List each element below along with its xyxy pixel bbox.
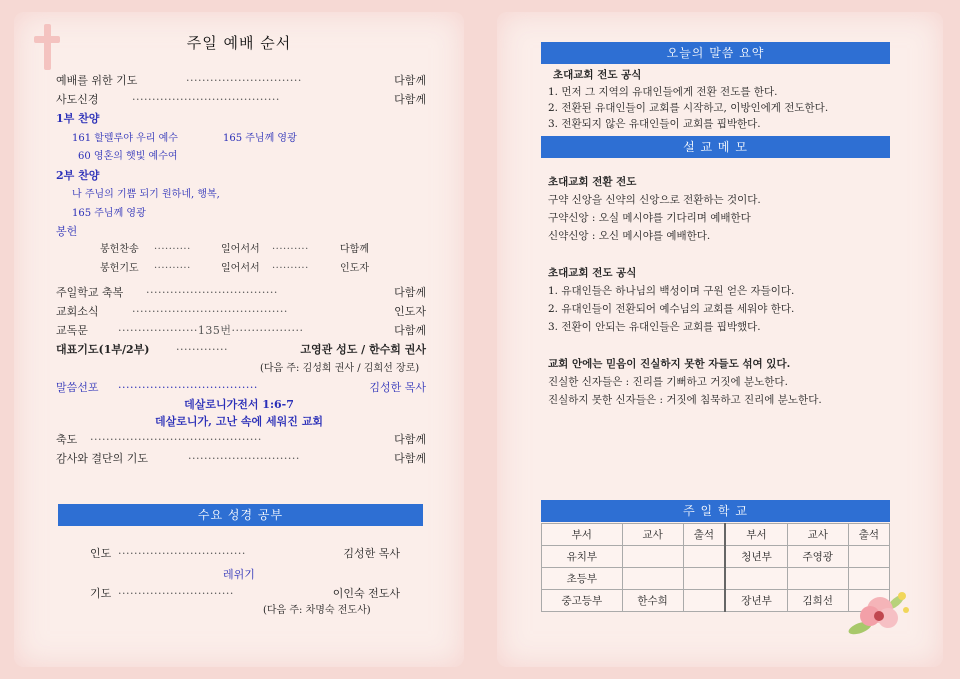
- memo-line: 진실한 신자들은 : 진리를 기뻐하고 거짓에 분노한다.: [548, 376, 788, 388]
- table-cell: [848, 546, 889, 568]
- memo-heading: 초대교회 전환 전도: [548, 176, 637, 188]
- table-cell: 한수희: [622, 590, 683, 612]
- table-cell: [683, 546, 725, 568]
- column-header: 교사: [622, 524, 683, 546]
- memo-heading: 초대교회 전도 공식: [548, 267, 637, 279]
- table-cell: [683, 590, 725, 612]
- table-cell: 장년부: [725, 590, 787, 612]
- column-header: 부서: [542, 524, 623, 546]
- hymn: 161 할렐루야 우리 예수: [72, 133, 178, 144]
- wed-book: 레위기: [223, 568, 255, 581]
- flower-icon: [842, 588, 914, 638]
- memo-line: 3. 전환이 안되는 유대인들은 교회를 핍박했다.: [548, 321, 761, 333]
- table-header-row: [542, 524, 890, 546]
- table-cell: 유치부: [542, 546, 623, 568]
- offering-heading: 봉헌: [56, 225, 78, 238]
- memo-bar: 설 교 메 모: [541, 136, 890, 158]
- prayer-next: (다음 주: 김성희 권사 / 김희선 장로): [260, 363, 420, 374]
- praise1-heading: 1부 찬양: [56, 112, 100, 125]
- column-header: 출석: [848, 524, 889, 546]
- summary-line: 3. 전환되지 않은 유대인들이 교회를 핍박한다.: [548, 118, 761, 130]
- sunday-school-table: [541, 523, 890, 612]
- summary-line: 1. 먼저 그 지역의 유대인들에게 전환 전도를 한다.: [548, 86, 778, 98]
- praise2-heading: 2부 찬양: [56, 169, 100, 182]
- table-cell: 김희선: [787, 590, 848, 612]
- summary-line: 2. 전환된 유대인들이 교회를 시작하고, 이방인에게 전도한다.: [548, 102, 829, 114]
- wed-next: (다음 주: 차명숙 전도사): [263, 605, 371, 616]
- sermon-title: 데살로니가, 고난 속에 세워진 교회: [155, 415, 323, 428]
- hymn: 나 주님의 기쁨 되기 원하네, 행복,: [72, 189, 220, 200]
- column-header: 출석: [683, 524, 725, 546]
- memo-line: 구약신앙 : 오실 메시야를 기다리며 예배한다: [548, 212, 751, 224]
- memo-line: 신약신앙 : 오신 메시야를 예배한다.: [548, 230, 711, 242]
- summary-heading: 초대교회 전도 공식: [553, 69, 642, 81]
- table-cell: [622, 568, 683, 590]
- table-cell: [683, 568, 725, 590]
- table-cell: 중고등부: [542, 590, 623, 612]
- hymn: 165 주님께 영광: [223, 133, 297, 144]
- column-header: 부서: [725, 524, 787, 546]
- column-header: 교사: [787, 524, 848, 546]
- memo-heading: 교회 안에는 믿음이 진실하지 못한 자들도 섞여 있다.: [548, 358, 791, 370]
- table-row: [542, 568, 890, 590]
- memo-line: 구약 신앙을 신약의 신앙으로 전환하는 것이다.: [548, 194, 761, 206]
- table-cell: [622, 546, 683, 568]
- memo-line: 진실하지 못한 신자들은 : 거짓에 침묵하고 진리에 분노한다.: [548, 394, 822, 406]
- wednesday-study-bar: 수요 성경 공부: [58, 504, 423, 526]
- memo-line: 2. 유대인들이 전환되어 예수님의 교회를 세워야 한다.: [548, 303, 795, 315]
- sunday-school-bar: 주 일 학 교: [541, 500, 890, 522]
- table-row: [542, 546, 890, 568]
- hymn: 60 영혼의 햇빛 예수여: [78, 151, 178, 162]
- table-cell: [848, 568, 889, 590]
- table-cell: [787, 568, 848, 590]
- table-cell: 주영광: [787, 546, 848, 568]
- summary-bar: 오늘의 말씀 요약: [541, 42, 890, 64]
- memo-line: 1. 유대인들은 하나님의 백성이며 구원 얻은 자들이다.: [548, 285, 795, 297]
- page-title: 주일 예배 순서: [186, 34, 292, 52]
- table-row: [542, 590, 890, 612]
- hymn: 165 주님께 영광: [72, 208, 146, 219]
- table-cell: 청년부: [725, 546, 787, 568]
- table-cell: 초등부: [542, 568, 623, 590]
- sermon-reference: 데살로니가전서 1:6-7: [184, 398, 294, 411]
- table-cell: [725, 568, 787, 590]
